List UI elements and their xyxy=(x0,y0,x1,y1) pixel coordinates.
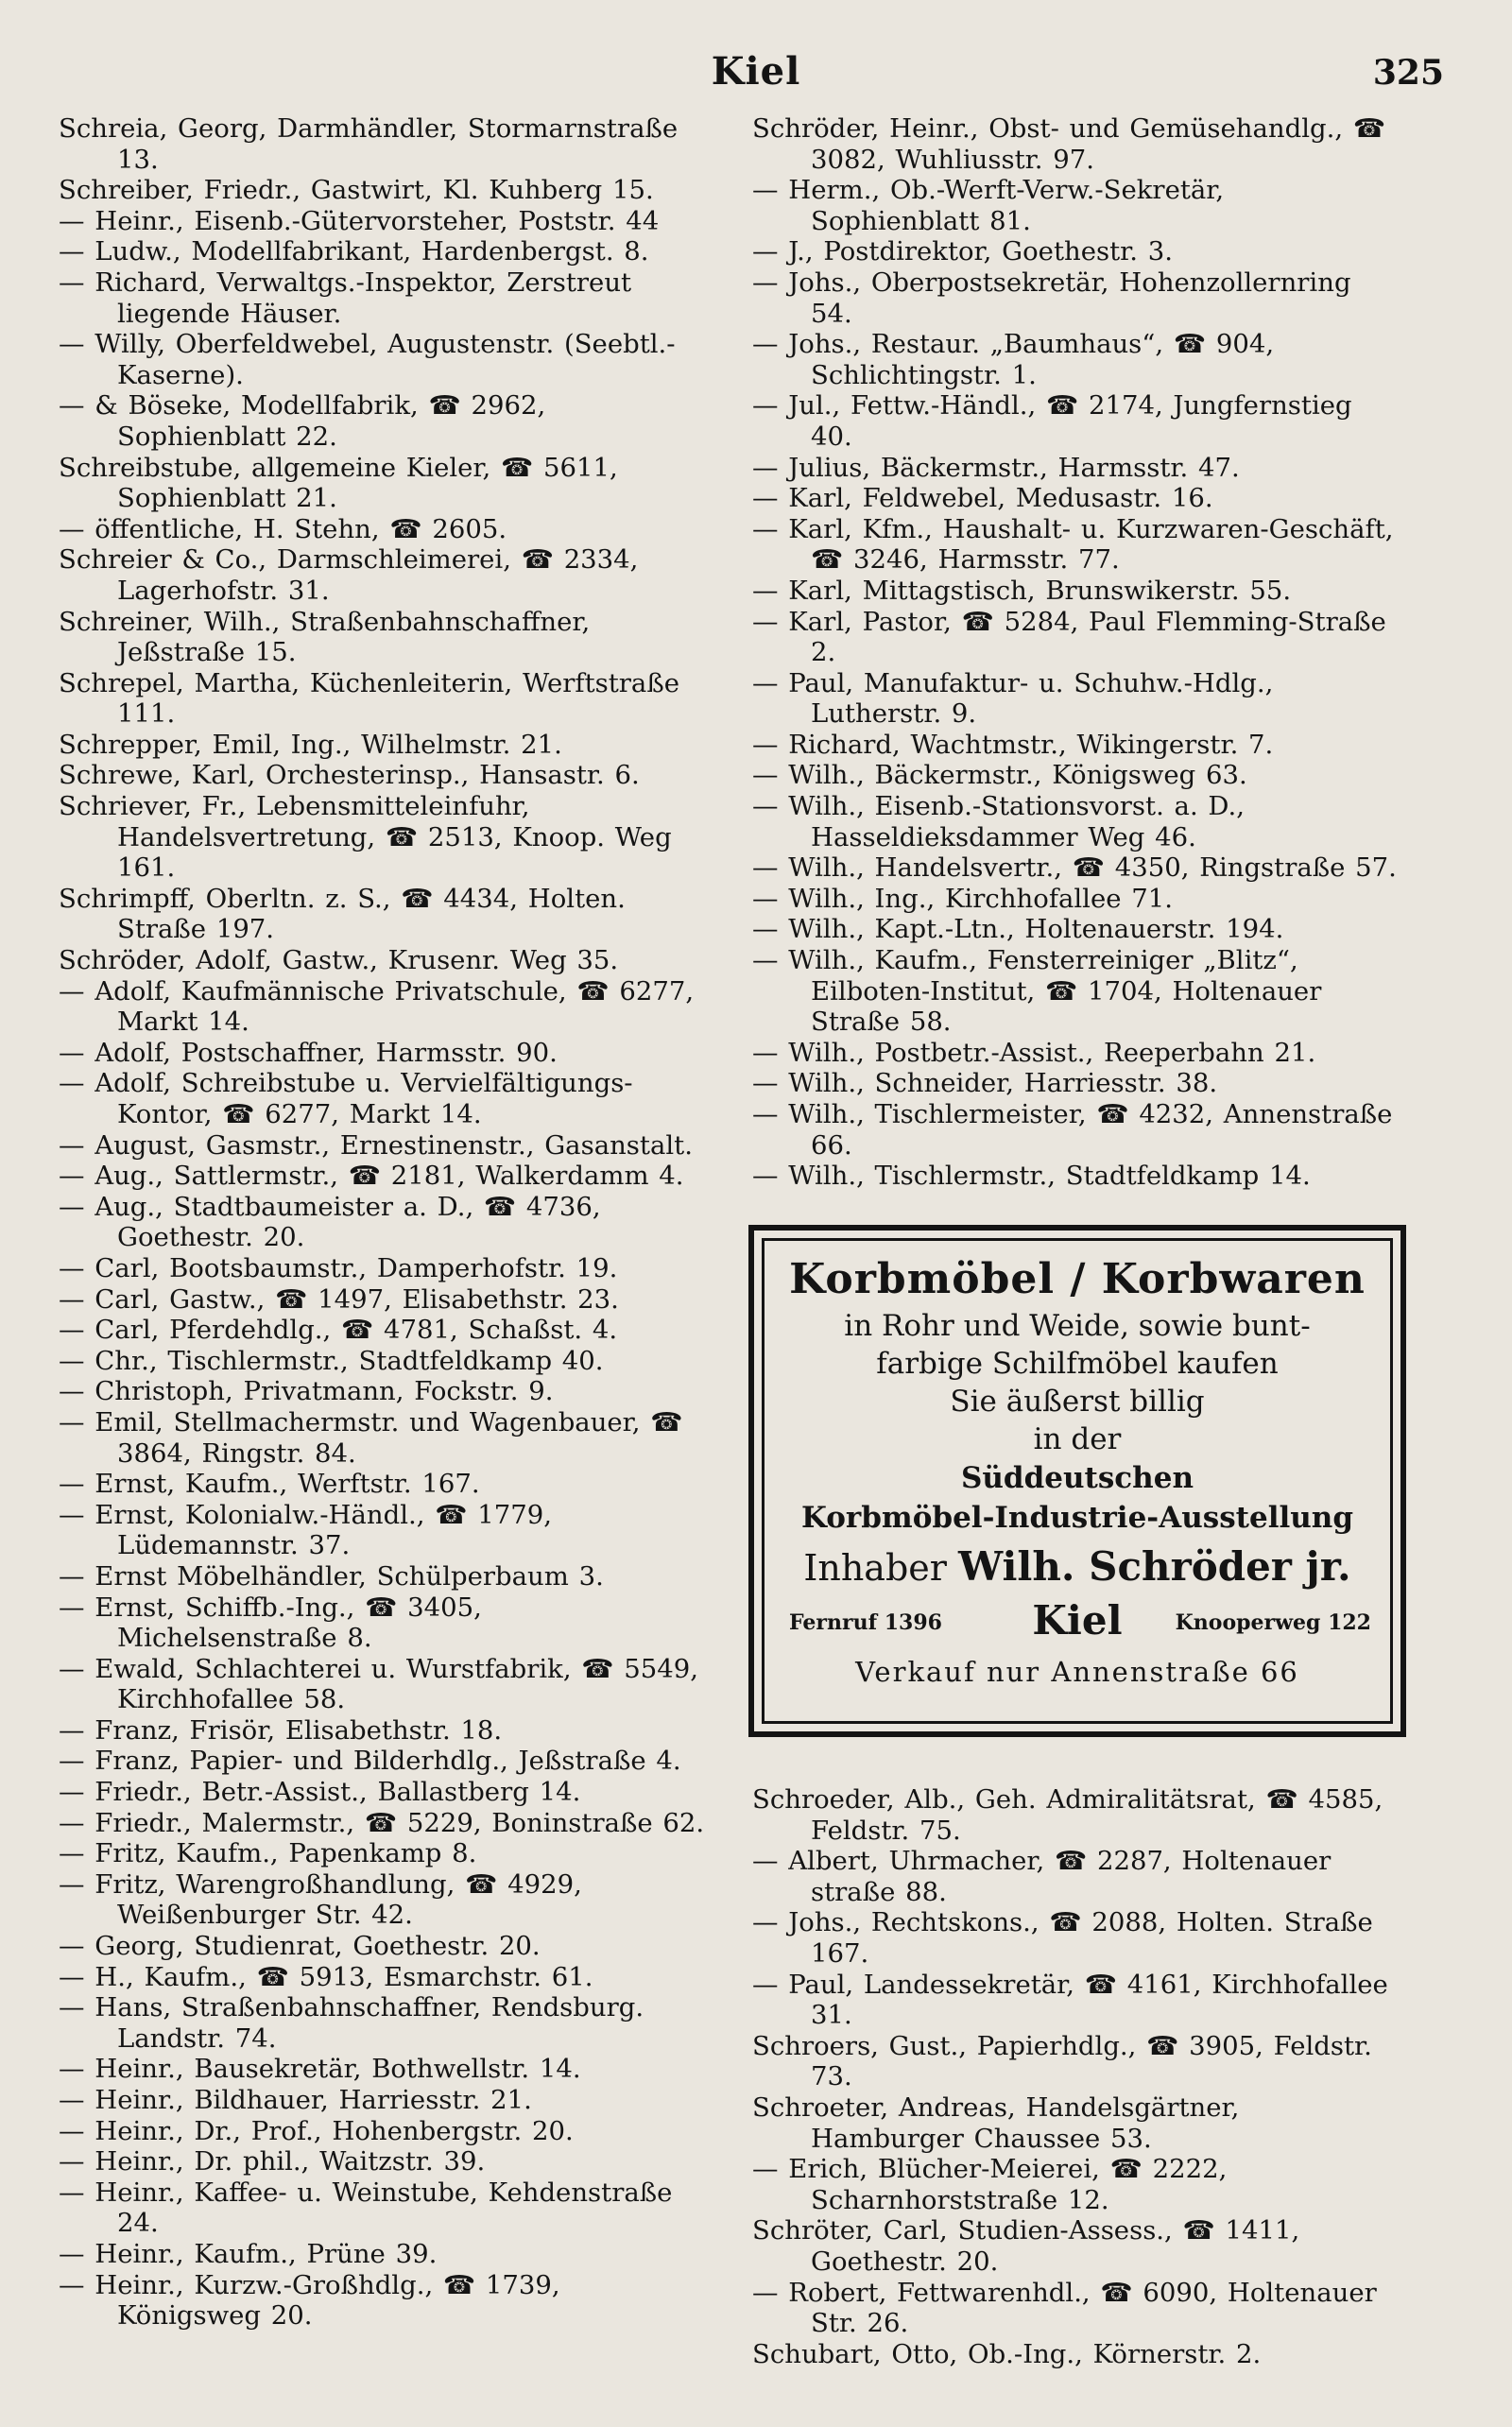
advertisement-box xyxy=(748,1225,1406,1737)
directory-entry: — Fritz, Warengroßhandlung, ☎ 4929, Weißenburger Str. 42. xyxy=(59,1868,582,1931)
directory-entry: — Wilh., Schneider, Harriesstr. 38. xyxy=(752,1068,1218,1099)
directory-entry: — Jul., Fettw.-Händl., ☎ 2174, Jungfernstieg 40. xyxy=(752,390,1352,452)
directory-entry: — Adolf, Schreibstube u. Vervielfältigungs-Kontor, ☎ 6277, Markt 14. xyxy=(59,1068,633,1129)
page-header xyxy=(0,49,1512,106)
directory-entry: — Aug., Stadtbaumeister a. D., ☎ 4736, Goethestr. 20. xyxy=(59,1191,601,1253)
ad-line-4: in der xyxy=(1033,1422,1122,1456)
directory-entry: — Herm., Ob.-Werft-Verw.-Sekretär, Sophienblatt 81. xyxy=(752,175,1225,236)
right-column-lower xyxy=(752,1784,1400,2369)
directory-entry: Schröter, Carl, Studien-Assess., ☎ 1411, Goethestr. 20. xyxy=(752,2215,1300,2277)
directory-entry: — Paul, Landessekretär, ☎ 4161, Kirchhofallee 31. xyxy=(752,1969,1388,2031)
directory-entry: — August, Gasmstr., Ernestinenstr., Gasanstalt. xyxy=(59,1129,693,1161)
directory-entry: Schroers, Gust., Papierhdlg., ☎ 3905, Feldstr. 73. xyxy=(752,2030,1372,2092)
directory-entry: Schrepper, Emil, Ing., Wilhelmstr. 21. xyxy=(59,729,562,760)
directory-entry: Schroeter, Andreas, Handelsgärtner, Hamburger Chaussee 53. xyxy=(752,2091,1240,2154)
ad-line-1: in Rohr und Weide, sowie bunt- xyxy=(844,1309,1311,1343)
ad-city: Kiel xyxy=(1032,1597,1123,1644)
directory-entry: — Paul, Manufaktur- u. Schuhw.-Hdlg., Lutherstr. 9. xyxy=(752,667,1274,730)
directory-entry: — Georg, Studienrat, Goethestr. 20. xyxy=(59,1931,541,1962)
directory-entry: — Heinr., Kaufm., Prüne 39. xyxy=(59,2238,438,2269)
directory-entry: Schrewe, Karl, Orchesterinsp., Hansastr. 6. xyxy=(59,760,640,791)
ad-owner-name: Wilh. Schröder jr. xyxy=(958,1543,1351,1590)
directory-entry: — Fritz, Kaufm., Papenkamp 8. xyxy=(59,1838,477,1869)
directory-entry: — Wilh., Kaufm., Fensterreiniger „Blitz“, Eilboten-Institut, ☎ 1704, Holtenauer Straße 58. xyxy=(752,945,1322,1038)
directory-entry: Schröder, Adolf, Gastw., Krusenr. Weg 35. xyxy=(59,945,619,976)
advertisement-inner xyxy=(762,1238,1393,1724)
directory-entry: — Karl, Pastor, ☎ 5284, Paul Flemming-Straße 2. xyxy=(752,606,1386,668)
directory-entry: — Ernst, Schiffb.-Ing., ☎ 3405, Michelsenstraße 8. xyxy=(59,1592,482,1654)
page-title: Kiel xyxy=(711,49,801,94)
right-column xyxy=(752,113,1400,1192)
directory-entry: Schreiner, Wilh., Straßenbahnschaffner, Jeßstraße 15. xyxy=(59,606,591,668)
directory-entry: — Wilh., Eisenb.-Stationsvorst. a. D., Hasseldieksdammer Weg 46. xyxy=(752,791,1245,852)
directory-entry: — H., Kaufm., ☎ 5913, Esmarchstr. 61. xyxy=(59,1961,593,1992)
page-number: 325 xyxy=(1372,53,1444,93)
directory-entry: Schroeder, Alb., Geh. Admiralitätsrat, ☎ 4585, Feldstr. 75. xyxy=(752,1784,1383,1846)
directory-entry: Schubart, Otto, Ob.-Ing., Körnerstr. 2. xyxy=(752,2338,1262,2369)
ad-contact-row xyxy=(765,1597,1390,1644)
directory-entry: — Erich, Blücher-Meierei, ☎ 2222, Scharnhorststraße 12. xyxy=(752,2154,1228,2215)
directory-entry: — Johs., Restaur. „Baumhaus“, ☎ 904, Schlichtingstr. 1. xyxy=(752,329,1275,390)
directory-entry: — Emil, Stellmachermstr. und Wagenbauer, ☎ 3864, Ringstr. 84. xyxy=(59,1406,683,1469)
directory-entry: — Hans, Straßenbahnschaffner, Rendsburg. Landstr. 74. xyxy=(59,1992,644,2054)
directory-entry: Schriever, Fr., Lebensmitteleinfuhr, Handelsvertretung, ☎ 2513, Knoop. Weg 161. xyxy=(59,791,672,884)
ad-line-2: farbige Schilfmöbel kaufen xyxy=(876,1347,1279,1381)
directory-entry: — Heinr., Bildhauer, Harriesstr. 21. xyxy=(59,2085,532,2115)
directory-entry: — Chr., Tischlermstr., Stadtfeldkamp 40. xyxy=(59,1345,604,1376)
ad-owner-prefix: Inhaber xyxy=(803,1547,947,1589)
ad-title: Korbmöbel / Korbwaren xyxy=(789,1255,1366,1303)
directory-entry: — Heinr., Dr., Prof., Hohenbergstr. 20. xyxy=(59,2115,574,2146)
ad-owner xyxy=(765,1541,1390,1593)
directory-entry: — Heinr., Dr. phil., Waitzstr. 39. xyxy=(59,2146,486,2177)
left-column xyxy=(59,113,711,2332)
ad-line-3: Sie äußerst billig xyxy=(950,1385,1205,1419)
directory-entry: — Wilh., Tischlermstr., Stadtfeldkamp 14. xyxy=(752,1161,1311,1192)
directory-entry: — Albert, Uhrmacher, ☎ 2287, Holtenauer straße 88. xyxy=(752,1846,1332,1907)
directory-entry: — Friedr., Malermstr., ☎ 5229, Boninstraße 62. xyxy=(59,1807,705,1838)
directory-entry: — Friedr., Betr.-Assist., Ballastberg 14. xyxy=(59,1777,581,1808)
directory-entry: Schrimpff, Oberltn. z. S., ☎ 4434, Holten. Straße 197. xyxy=(59,883,626,945)
directory-entry: Schreier & Co., Darmschleimerei, ☎ 2334, Lagerhofstr. 31. xyxy=(59,544,639,606)
directory-entry: — Heinr., Eisenb.-Gütervorsteher, Poststr. 44 xyxy=(59,205,660,236)
directory-entry: — Heinr., Kurzw.-Großhdlg., ☎ 1739, Königsweg 20. xyxy=(59,2269,560,2332)
directory-entry: — Karl, Feldwebel, Medusastr. 16. xyxy=(752,483,1213,514)
directory-entry: — Wilh., Ing., Kirchhofallee 71. xyxy=(752,883,1174,914)
directory-entry: — Richard, Wachtmstr., Wikingerstr. 7. xyxy=(752,729,1274,760)
ad-company-1: Süddeutschen xyxy=(961,1461,1194,1495)
directory-entry: — Carl, Bootsbaumstr., Damperhofstr. 19. xyxy=(59,1252,618,1283)
ad-address: Knooperweg 122 xyxy=(1175,1610,1371,1635)
directory-entry: — Carl, Gastw., ☎ 1497, Elisabethstr. 23. xyxy=(59,1283,619,1315)
directory-entry: Schreibstube, allgemeine Kieler, ☎ 5611, Sophienblatt 21. xyxy=(59,452,618,514)
directory-entry: — Franz, Papier- und Bilderhdlg., Jeßstraße 4. xyxy=(59,1746,681,1777)
directory-entry: — Willy, Oberfeldwebel, Augustenstr. (Seebtl.-Kaserne). xyxy=(59,329,676,390)
directory-entry: — Carl, Pferdehdlg., ☎ 4781, Schaßst. 4. xyxy=(59,1315,618,1346)
directory-entry: — Wilh., Bäckermstr., Königsweg 63. xyxy=(752,760,1247,791)
directory-entry: Schröder, Heinr., Obst- und Gemüsehandlg., ☎ 3082, Wuhliusstr. 97. xyxy=(752,113,1386,175)
ad-sale-address: Verkauf nur Annenstraße 66 xyxy=(855,1656,1299,1688)
directory-entry: — Ernst Möbelhändler, Schülperbaum 3. xyxy=(59,1560,604,1592)
directory-entry: — Karl, Mittagstisch, Brunswikerstr. 55. xyxy=(752,575,1292,606)
directory-entry: — Wilh., Kapt.-Ltn., Holtenauerstr. 194. xyxy=(752,914,1284,945)
directory-entry: — Adolf, Kaufmännische Privatschule, ☎ 6277, Markt 14. xyxy=(59,975,695,1038)
directory-entry: — Johs., Oberpostsekretär, Hohenzollernring 54. xyxy=(752,267,1351,329)
directory-entry: — Aug., Sattlermstr., ☎ 2181, Walkerdamm 4. xyxy=(59,1161,684,1192)
directory-entry: — Richard, Verwaltgs.-Inspektor, Zerstreut liegende Häuser. xyxy=(59,267,632,329)
directory-entry: — Heinr., Bausekretär, Bothwellstr. 14. xyxy=(59,2054,581,2085)
directory-entry: — J., Postdirektor, Goethestr. 3. xyxy=(752,236,1174,267)
directory-entry: — Christoph, Privatmann, Fockstr. 9. xyxy=(59,1376,554,1407)
directory-entry: — öffentliche, H. Stehn, ☎ 2605. xyxy=(59,513,507,544)
directory-entry: — Wilh., Postbetr.-Assist., Reeperbahn 21. xyxy=(752,1037,1316,1068)
directory-entry: — Ernst, Kolonialw.-Händl., ☎ 1779, Lüdemannstr. 37. xyxy=(59,1499,552,1561)
directory-entry: — Julius, Bäckermstr., Harmsstr. 47. xyxy=(752,452,1240,483)
directory-entry: Schrepel, Martha, Küchenleiterin, Werftstraße 111. xyxy=(59,667,679,730)
directory-entry: Schreia, Georg, Darmhändler, Stormarnstraße 13. xyxy=(59,113,679,175)
ad-company-2: Korbmöbel-Industrie-Ausstellung xyxy=(800,1501,1354,1535)
directory-entry: — & Böseke, Modellfabrik, ☎ 2962, Sophienblatt 22. xyxy=(59,390,546,452)
directory-entry: — Adolf, Postschaffner, Harmsstr. 90. xyxy=(59,1037,558,1068)
directory-entry: — Franz, Frisör, Elisabethstr. 18. xyxy=(59,1714,503,1746)
directory-entry: — Ernst, Kaufm., Werftstr. 167. xyxy=(59,1469,480,1500)
directory-entry: — Wilh., Tischlermeister, ☎ 4232, Annenstraße 66. xyxy=(752,1099,1393,1161)
directory-entry: — Karl, Kfm., Haushalt- u. Kurzwaren-Geschäft, ☎ 3246, Harmsstr. 77. xyxy=(752,513,1394,576)
directory-entry: — Johs., Rechtskons., ☎ 2088, Holten. Straße 167. xyxy=(752,1907,1373,1969)
ad-phone: Fernruf 1396 xyxy=(789,1610,942,1635)
directory-entry: — Ewald, Schlachterei u. Wurstfabrik, ☎ 5549, Kirchhofallee 58. xyxy=(59,1653,699,1715)
directory-entry: — Heinr., Kaffee- u. Weinstube, Kehdenstraße 24. xyxy=(59,2177,673,2239)
directory-entry: Schreiber, Friedr., Gastwirt, Kl. Kuhberg 15. xyxy=(59,175,654,206)
directory-entry: — Robert, Fettwarenhdl., ☎ 6090, Holtenauer Str. 26. xyxy=(752,2277,1377,2339)
directory-entry: — Wilh., Handelsvertr., ☎ 4350, Ringstraße 57. xyxy=(752,852,1397,884)
directory-entry: — Ludw., Modellfabrikant, Hardenbergst. 8. xyxy=(59,236,649,267)
